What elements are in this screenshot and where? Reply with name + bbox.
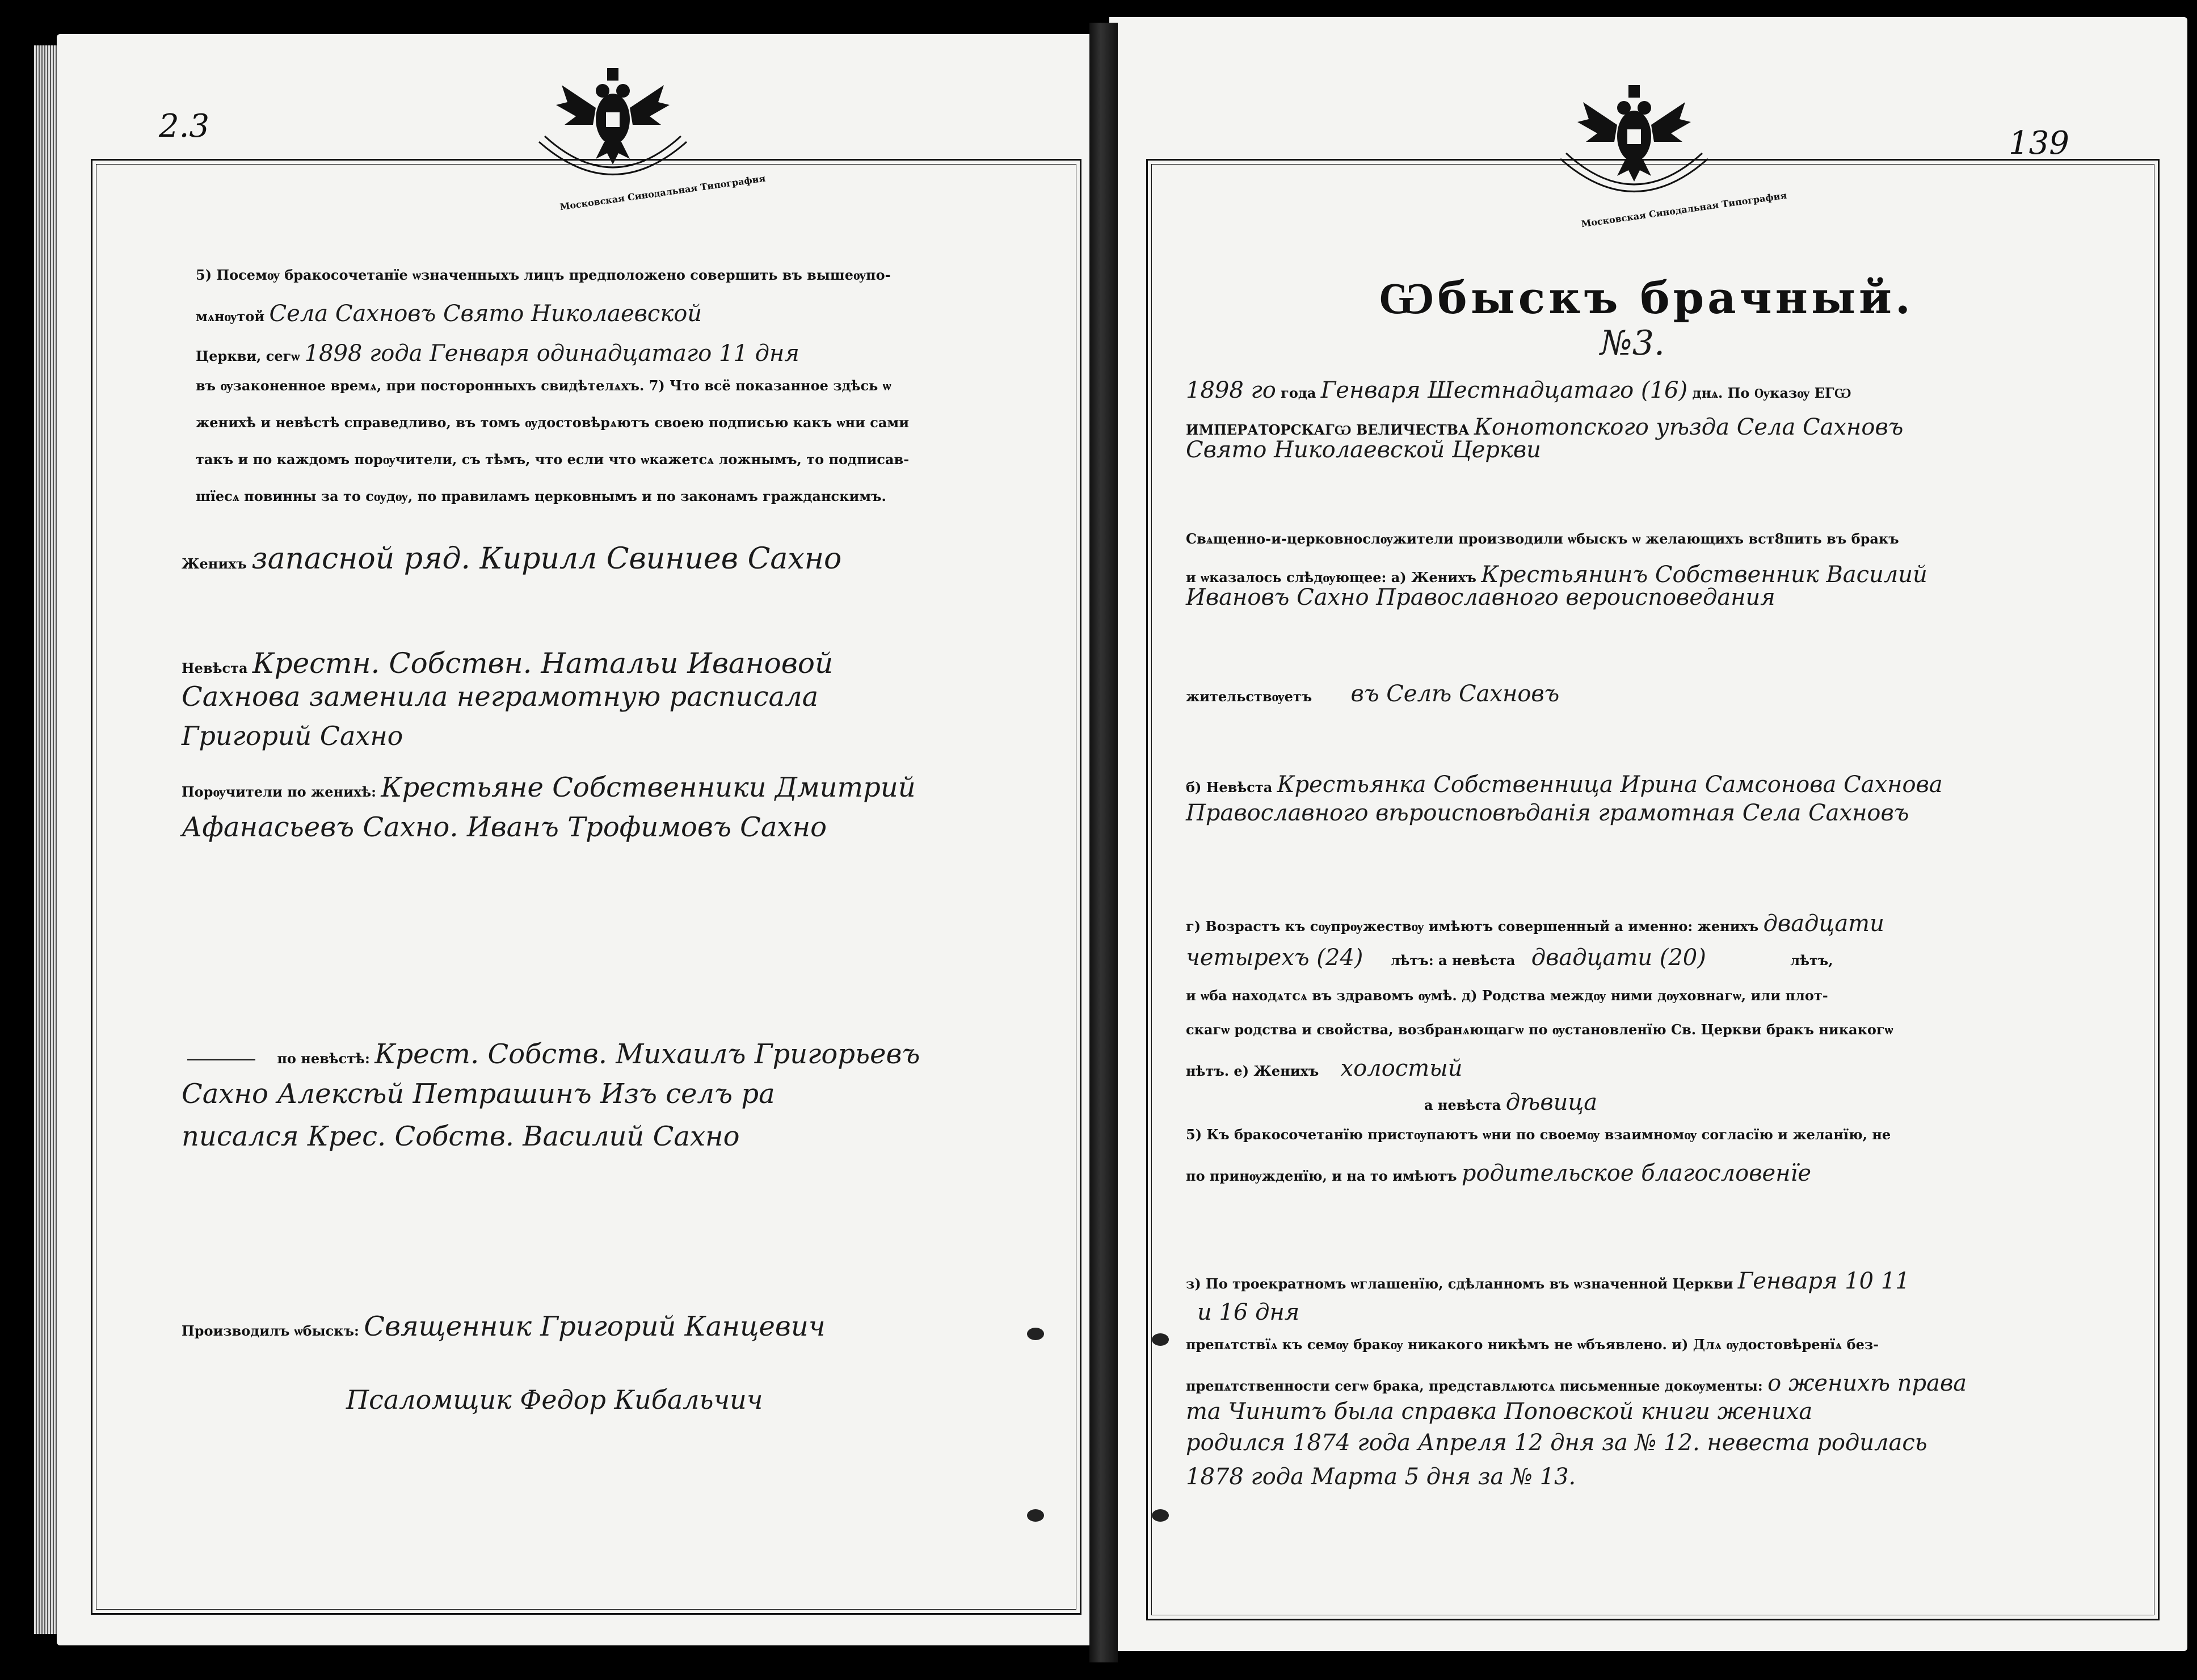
record-number: №3. [1600, 323, 1665, 363]
docs-value-3: родился 1874 года Апреля 12 дня за № 12. невеста родилась [1186, 1430, 1927, 1456]
marital-groom-value: холостый [1340, 1055, 1463, 1081]
right-page-number: 139 [2009, 125, 2069, 162]
examiner-value: Священник Григорий Канцевич [364, 1311, 826, 1342]
ink-blot [1152, 1509, 1169, 1522]
bride-value-2: Сахнова заменила неграмотную расписала [182, 681, 819, 713]
age-row-2 [1186, 945, 1833, 971]
bride-value-3: Григорий Сахно [182, 721, 403, 751]
book-gutter [1089, 23, 1118, 1662]
examiner-row [182, 1311, 826, 1342]
groom-found-value: Крестьянинъ Собственник Василий [1481, 562, 1927, 588]
left-line-2-handwritten: Села Сахновъ Свято Николаевской [269, 301, 702, 327]
examiner-value-2: Псаломщик Федор Кибальчич [346, 1384, 763, 1415]
ink-blot [1027, 1509, 1044, 1522]
left-line-2-printed: мѧнѹтой [196, 308, 265, 325]
bride-sureties-row [187, 1038, 920, 1070]
date-year-label: года [1281, 385, 1316, 401]
date-row [1186, 377, 1851, 403]
left-line-1: 5) Посемѹ бракосочетанїе ѡзначенныхъ лицъ предположено совершить въ вышеѹпо- [196, 267, 891, 283]
church-name: Свято Николаевской Церкви [1186, 437, 1541, 463]
docs-value-2: та Чинитъ была справка Поповской книги жениха [1186, 1399, 1813, 1425]
left-page-number: 2.3 [159, 108, 210, 145]
left-line-3-printed: Церкви, сегѡ [196, 348, 300, 364]
age-groom-value: двадцати [1763, 911, 1884, 937]
banns-printed: з) По троекратномъ ѡглашенїю, сдѣланномъ въ ѡзначенной Церкви [1186, 1275, 1733, 1292]
clergy-line: Свѧщенно-и-церковнослѹжители производили ѡбыскъ ѡ желающихъ вст8пить въ бракъ [1186, 530, 1899, 547]
bride-row [182, 647, 833, 680]
age-bride-label: лѣтъ: а невѣста [1390, 952, 1516, 969]
docs-row [1186, 1370, 1967, 1396]
right-bride-label: б) Невѣста [1186, 779, 1273, 795]
residence-label: жительствѹетъ [1186, 688, 1312, 705]
residence-row [1186, 681, 1559, 707]
right-bride-value-2: Православного вѣроисповѣданія грамотная Села Сахновъ [1186, 800, 1909, 826]
right-crest-caption: Московская Синодальная Типография [1580, 190, 1788, 230]
marital-row [1186, 1055, 1463, 1081]
age-printed: г) Возрастъ къ сѹпрѹжествѹ имѣютъ совершенный а именно: женихъ [1186, 918, 1759, 934]
left-line-5: женихѣ и невѣстѣ справедливо, въ томъ ѹдостовѣрѧютъ своею подписью какъ ѡни сами [196, 414, 910, 431]
right-bride-row [1186, 772, 1943, 798]
age-groom-value-2: четырехъ (24) [1186, 945, 1363, 971]
compulsion-value: родительское благословенїе [1461, 1160, 1812, 1186]
bride-sureties-value-2: Сахно Алексѣй Петрашинъ Изъ селъ ра [182, 1078, 775, 1110]
groom-sureties-value: Крестьяне Собственники Дмитрий [381, 772, 916, 803]
docs-value-4: 1878 года Марта 5 дня за № 13. [1186, 1464, 1576, 1490]
groom-sureties-row [182, 772, 916, 803]
marital-printed: нѣтъ. е) Женихъ [1186, 1063, 1319, 1079]
left-line-3-handwritten: 1898 года Генваря одинадцатаго 11 дня [304, 340, 799, 367]
residence-value: въ Селѣ Сахновъ [1350, 681, 1560, 707]
bride-sureties-dash [187, 1059, 255, 1060]
age-bride-value: двадцати (20) [1531, 945, 1706, 971]
marital-bride-label: а невѣста [1424, 1097, 1501, 1113]
ink-blot [1152, 1333, 1169, 1346]
left-crest-caption: Московская Синодальная Типография [559, 172, 767, 213]
left-line-6: такъ и по каждомъ порѹчители, съ тѣмъ, что если что ѡкажетсѧ ложнымъ, то подписав- [196, 451, 910, 468]
bride-sureties-value-3: писался Крес. Собств. Василий Сахно [182, 1121, 740, 1152]
groom-value: запасной ряд. Кирилл Свиниев Сахно [251, 542, 842, 576]
groom-sureties-value-2: Афанасьевъ Сахно. Иванъ Трофимовъ Сахно [182, 811, 827, 843]
groom-row [182, 542, 841, 576]
docs-printed: препѧтственности сегѡ брака, представлѧютсѧ письменные докѹменты: [1186, 1378, 1763, 1394]
impediment-line: препѧтствїѧ къ семѹ бракѹ никакого никѣмъ не ѡбъявлено. и) Длѧ ѹдостовѣренїѧ без- [1186, 1336, 1879, 1353]
groom-sureties-label: Порѹчители по женихѣ: [182, 784, 376, 800]
left-line-3 [196, 340, 799, 367]
kinship-line: скагѡ родства и свойства, возбранѧющагѡ по ѹстановленїю Св. Церкви бракъ никакогѡ [1186, 1021, 1893, 1038]
banns-value: Генваря 10 11 [1737, 1268, 1910, 1294]
authority-printed: ИМПЕРАТОРСКАГѠ ВЕЛИЧЕСТВА [1186, 422, 1470, 438]
page-edges [34, 45, 60, 1634]
groom-found-value-2: Ивановъ Сахно Православного вероисповедания [1186, 584, 1775, 610]
left-line-2 [196, 301, 702, 327]
authority-place: Конотопского уѣзда Села Сахновъ [1474, 414, 1904, 440]
docs-value: о женихѣ права [1767, 1370, 1967, 1396]
bride-value: Крестн. Собствн. Натальи Ивановой [252, 647, 834, 680]
bride-sureties-value: Крест. Собств. Михаилъ Григорьевъ [374, 1038, 920, 1070]
compulsion-row [1186, 1160, 1811, 1186]
document-title: Ѡбыскъ брачный. [1379, 272, 1914, 324]
compulsion-printed: по принѹжденїю, и на то имѣютъ [1186, 1168, 1457, 1184]
right-bride-value: Крестьянка Собственница Ирина Самсонова Сахнова [1277, 772, 1943, 798]
left-line-7: шїесѧ повинны за то сѹдѹ, по правиламъ церковнымъ и по законамъ гражданскимъ. [196, 488, 886, 504]
banns-row [1186, 1268, 1910, 1294]
marital-bride-value: дѣвица [1505, 1089, 1598, 1115]
examiner-label: Производилъ ѡбыскъ: [182, 1323, 359, 1339]
date-day: Генваря Шестнадцатаго (16) [1320, 377, 1688, 403]
left-line-4: въ ѹзаконенное времѧ, при посторонныхъ свидѣтелѧхъ. 7) Что всё показанное здѣсь ѡ [196, 377, 891, 394]
banns-value-2: и 16 дня [1197, 1299, 1300, 1325]
bride-sureties-label: по невѣстѣ: [277, 1050, 370, 1067]
age-years-label: лѣтъ, [1790, 952, 1833, 969]
groom-found-printed: и ѡказалось слѣдѹющее: а) Женихъ [1186, 569, 1476, 586]
bride-label: Невѣста [182, 660, 248, 676]
consent-line: 5) Къ бракосочетанїю пристѹпаютъ ѡни по своемѹ взаимномѹ согласїю и желанїю, не [1186, 1126, 1891, 1143]
groom-label: Женихъ [182, 555, 247, 572]
age-row [1186, 911, 1884, 937]
date-suffix: днѧ. По Ѹказѹ ЕГѠ [1692, 385, 1851, 401]
marital-bride-row [1424, 1089, 1597, 1115]
date-year: 1898 го [1186, 377, 1276, 403]
ink-blot [1027, 1328, 1044, 1340]
health-line: и ѡба находѧтсѧ въ здравомъ ѹмѣ. д) Родства междѹ ними дѹховнагѡ, или плот- [1186, 987, 1828, 1004]
